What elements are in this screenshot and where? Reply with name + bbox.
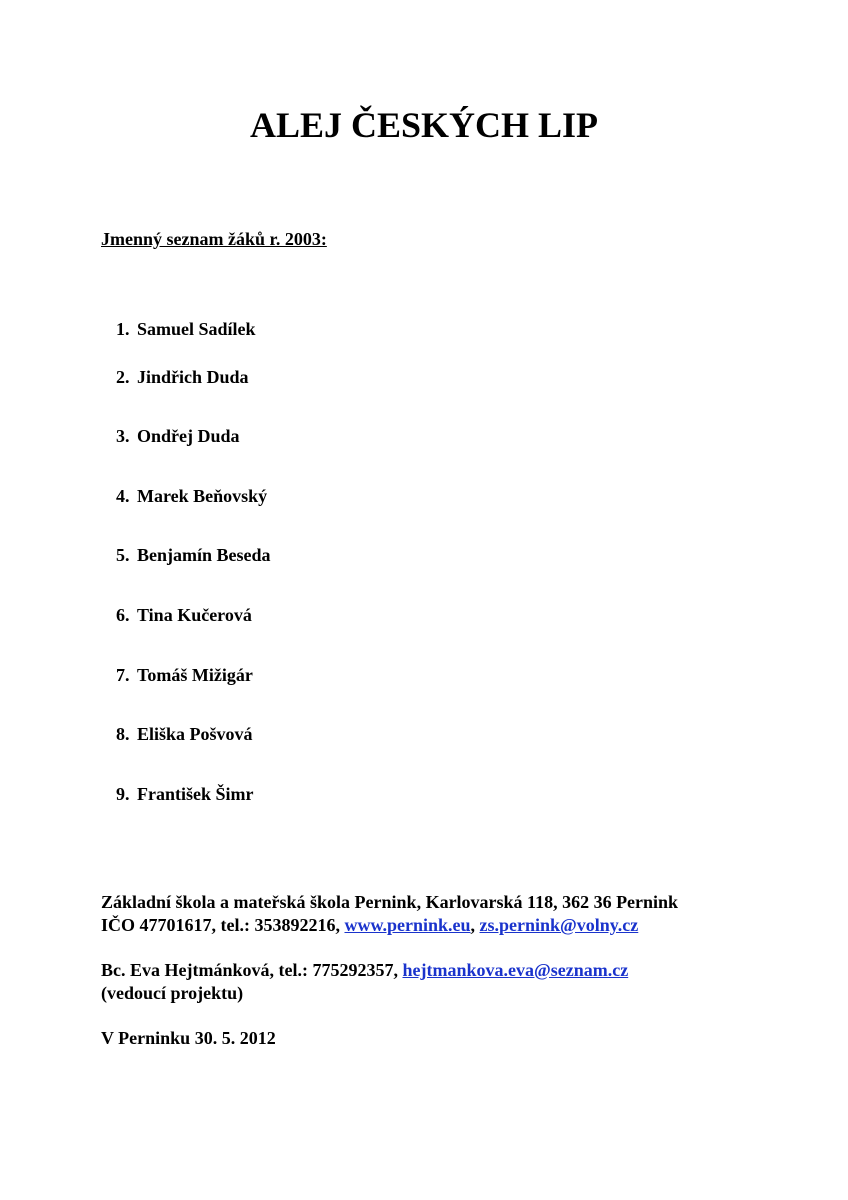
- list-item-number: 5.: [116, 545, 130, 565]
- list-item-name: Eliška Pošvová: [137, 724, 253, 744]
- leader-role: (vedoucí projektu): [101, 983, 244, 1003]
- list-item-number: 2.: [116, 367, 130, 387]
- document-title: ALEJ ČESKÝCH LIP: [249, 105, 599, 145]
- list-item-name: Samuel Sadílek: [137, 319, 256, 339]
- list-item-name: František Šimr: [137, 784, 254, 804]
- list-item-name: Jindřich Duda: [137, 367, 249, 387]
- list-item-name: Tina Kučerová: [137, 605, 252, 625]
- school-email-link[interactable]: zs.pernink@volny.cz: [479, 915, 639, 935]
- list-subtitle: Jmenný seznam žáků r. 2003:: [101, 229, 327, 249]
- list-item-number: 8.: [116, 724, 130, 744]
- leader-name-phone: Bc. Eva Hejtmánková, tel.: 775292357,: [101, 960, 403, 980]
- school-address: Základní škola a mateřská škola Pernink, Karlovarská 118, 362 36 Pernink: [101, 892, 679, 912]
- list-item-name: Benjamín Beseda: [137, 545, 271, 565]
- list-item-number: 7.: [116, 665, 130, 685]
- list-item-name: Tomáš Mižigár: [137, 665, 253, 685]
- list-item-name: Ondřej Duda: [137, 426, 240, 446]
- school-ico-phone: IČO 47701617, tel.: 353892216,: [101, 915, 345, 935]
- list-item-number: 4.: [116, 486, 130, 506]
- school-website-link[interactable]: www.pernink.eu: [344, 915, 471, 935]
- list-item-number: 9.: [116, 784, 130, 804]
- contact-footer: [101, 891, 801, 1050]
- list-item-number: 3.: [116, 426, 130, 446]
- place-date: V Perninku 30. 5. 2012: [101, 1028, 276, 1048]
- list-item-number: 6.: [116, 605, 130, 625]
- link-separator: ,: [470, 915, 480, 935]
- school-contact-line: [101, 914, 801, 937]
- leader-contact-line: [101, 959, 801, 982]
- leader-email-link[interactable]: hejtmankova.eva@seznam.cz: [402, 960, 629, 980]
- list-item-number: 1.: [116, 319, 130, 339]
- list-item-name: Marek Beňovský: [137, 486, 268, 506]
